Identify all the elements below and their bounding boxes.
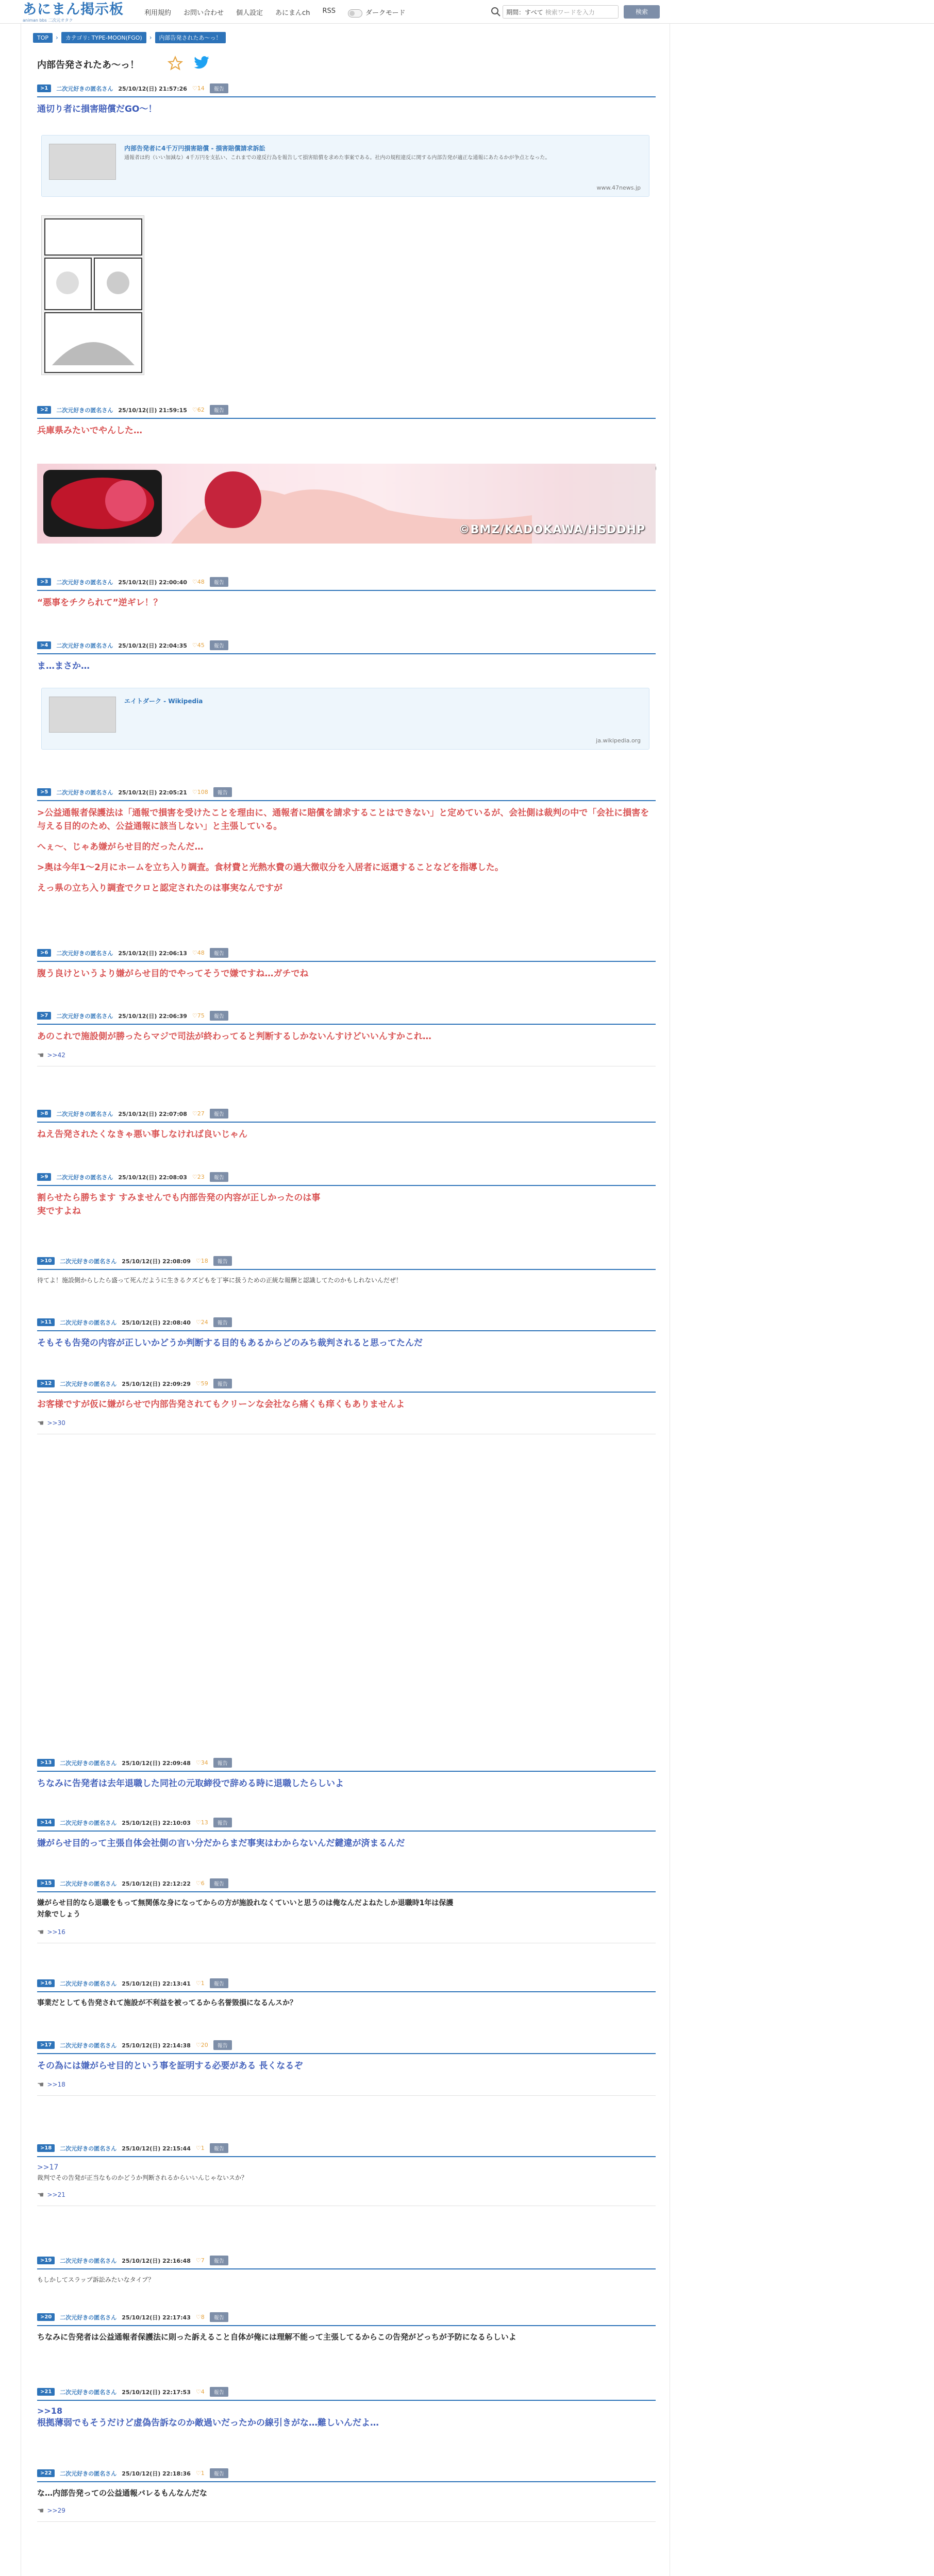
link-card-title: 内部告発者に4千万円損害賠償 - 損害賠償請求訴訟 [124, 145, 265, 152]
poster-name: 二次元好きの匿名さん [56, 1110, 113, 1117]
like-count: 1 [201, 2145, 205, 2151]
report-button[interactable]: 報告 [210, 1172, 228, 1182]
post-number[interactable]: >17 [37, 2041, 55, 2049]
post-number[interactable]: >19 [37, 2257, 55, 2264]
post-number[interactable]: >16 [37, 1979, 55, 1987]
like-button[interactable]: ♡20 [195, 2042, 208, 2048]
top-bar [0, 0, 934, 24]
logo-subtext: animan bbs 二次元オタク [23, 18, 73, 23]
post-7 [37, 1011, 656, 1066]
post-8 [37, 1109, 656, 1141]
like-button[interactable]: ♡75 [192, 1012, 205, 1019]
post-date: 25/10/12(日) 22:09:29 [122, 1380, 191, 1387]
like-count: 4 [201, 2388, 205, 2395]
report-button[interactable]: 報告 [213, 2040, 232, 2050]
breadcrumb-separator-icon: › [149, 34, 152, 41]
link-card-domain: ja.wikipedia.org [596, 737, 641, 744]
twitter-bird-icon[interactable] [193, 56, 210, 70]
post-header [37, 83, 656, 97]
reply-hand-icon: ☚ [37, 2190, 44, 2199]
report-button[interactable]: 報告 [210, 577, 228, 587]
poster-name: 二次元好きの匿名さん [60, 2145, 117, 2152]
poster-name: 二次元好きの匿名さん [56, 642, 113, 649]
post-date: 25/10/12(日) 22:17:43 [122, 2314, 191, 2321]
dark-mode-label: ダークモード [365, 9, 406, 17]
post-date: 25/10/12(日) 22:05:21 [118, 789, 187, 796]
post-date: 25/10/12(日) 22:18:36 [122, 2470, 191, 2477]
post-body: 嫌がらせ目的なら退職をもって無関係な身になってからの方が施設れなくていいと思うのは俺なんだよねたしか退職時1年は保護対象でしょう [37, 1899, 454, 1919]
divider [37, 2521, 656, 2522]
post-number[interactable]: >1 [37, 84, 51, 92]
toggle-switch-icon [348, 9, 362, 18]
post-header [37, 1978, 656, 1992]
search-input[interactable]: 検索ワードを入力 [545, 8, 595, 16]
post-number[interactable]: >9 [37, 1173, 51, 1181]
page-title: 内部告発されたあ〜っ！ [37, 60, 139, 71]
like-count: 59 [201, 1380, 208, 1387]
replies-row [37, 2190, 656, 2199]
reply-hand-icon: ☚ [37, 1050, 44, 1060]
post-6 [37, 948, 656, 980]
post-body: その為には嫌がらせ目的という事を証明する必要がある 長くなるぞ [37, 2061, 303, 2071]
reply-link[interactable]: >>21 [47, 2191, 65, 2198]
post-number[interactable]: >20 [37, 2313, 55, 2321]
poster-name: 二次元好きの匿名さん [60, 1319, 117, 1326]
like-count: 1 [201, 2470, 205, 2477]
post-number[interactable]: >6 [37, 949, 51, 957]
post-body: 通切り者に損害賠償だGO〜！ [37, 104, 157, 114]
post-header [37, 1379, 656, 1393]
post-header [37, 1818, 656, 1832]
reply-link[interactable]: >>29 [47, 2507, 65, 2514]
star-icon[interactable] [168, 56, 183, 71]
post-21 [37, 2387, 656, 2430]
like-button[interactable]: ♡34 [195, 1759, 208, 1766]
post-number[interactable]: >22 [37, 2469, 55, 2477]
report-button[interactable]: 報告 [210, 2468, 228, 2478]
like-count: 45 [197, 642, 205, 649]
post-16 [37, 1978, 656, 2009]
post-number[interactable]: >4 [37, 641, 51, 649]
banner-logo [43, 470, 162, 537]
post-number[interactable]: >7 [37, 1012, 51, 1020]
like-button[interactable]: ♡24 [195, 1319, 208, 1326]
like-button[interactable]: ♡108 [192, 789, 208, 795]
post-header [37, 1256, 656, 1270]
post-date: 25/10/12(日) 21:59:15 [118, 406, 187, 414]
poster-name: 二次元好きの匿名さん [60, 1759, 117, 1767]
post-number[interactable]: >5 [37, 788, 51, 796]
reply-hand-icon: ☚ [37, 2080, 44, 2089]
like-count: 75 [197, 1012, 205, 1019]
post-header [37, 2040, 656, 2054]
post-18 [37, 2143, 656, 2206]
breadcrumb [33, 32, 226, 43]
post-date: 25/10/12(日) 22:06:13 [118, 950, 187, 957]
like-count: 108 [197, 789, 208, 795]
report-button[interactable]: 報告 [210, 640, 228, 650]
post-header [37, 640, 656, 654]
replies-row [37, 2080, 656, 2089]
like-count: 7 [201, 2257, 205, 2264]
breadcrumb-top[interactable]: TOP [33, 33, 53, 43]
report-button[interactable]: 報告 [210, 1878, 228, 1888]
reply-hand-icon: ☚ [37, 1418, 44, 1428]
post-date: 25/10/12(日) 22:07:08 [118, 1110, 187, 1117]
post-body: 待てよ！施設側からしたら盛って死んだように生きるクズどもを丁寧に扱うための正統な報酬と認識してたのかもしれないんだぜ！ [37, 1277, 402, 1284]
poster-name: 二次元好きの匿名さん [56, 85, 113, 92]
post-number[interactable]: >14 [37, 1819, 55, 1826]
like-count: 48 [197, 950, 205, 956]
poster-name: 二次元好きの匿名さん [60, 2388, 117, 2396]
post-body: 割らせたら勝ちます すみませんでも内部告発の内容が正しかったのは事実ですよね [37, 1193, 321, 1216]
logo-text: あにまん掲示板 [23, 2, 124, 18]
like-count: 18 [201, 1258, 208, 1264]
post-body: ちなみに告発者は去年退職した同社の元取締役で辞める時に退職したらしいよ [37, 1778, 344, 1789]
banner-credit: ©BMZ/KADOKAWA/HSDDHP [458, 523, 645, 536]
like-count: 13 [201, 1819, 208, 1826]
post-body: 事業だとしても告発されて施設が不利益を被ってるから名誉毀損になるんスか？ [37, 1999, 297, 2007]
post-number[interactable]: >3 [37, 578, 51, 586]
like-count: 62 [197, 406, 205, 413]
like-button[interactable]: ♡6 [195, 1880, 205, 1887]
breadcrumb-category[interactable]: カテゴリ: TYPE-MOON(FGO) [61, 32, 146, 43]
report-button[interactable]: 報告 [210, 1109, 228, 1118]
post-date: 25/10/12(日) 22:08:09 [122, 1258, 191, 1265]
poster-name: 二次元好きの匿名さん [56, 579, 113, 586]
poster-name: 二次元好きの匿名さん [56, 1012, 113, 1020]
post-line: >公益通報者保護法は「通報で損害を受けたことを理由に、通報者に賠償を請求することはできない」と定めているが、会社側は裁判の中で「会社に損害を与える目的のため、公益通報に該当しない」と主張している。 [37, 808, 649, 832]
link-card-description: 通報者は約（いい加減な）4千万円を支払い、これまでの違反行為を報告して損害賠償を求めた事案である。社内の規程違反に関する内部告発が適正な通報にあたるかが争点となった。 [124, 155, 551, 161]
post-header [37, 1758, 656, 1772]
dark-mode-toggle[interactable] [348, 7, 405, 18]
poster-name: 二次元好きの匿名さん [60, 2470, 117, 2477]
like-button[interactable]: ♡59 [195, 1380, 208, 1387]
like-button[interactable]: ♡45 [192, 642, 205, 649]
manga-image[interactable] [41, 215, 144, 375]
post-14 [37, 1818, 656, 1850]
poster-name: 二次元好きの匿名さん [56, 789, 113, 796]
like-count: 23 [197, 1174, 205, 1180]
manga-panels-icon [42, 216, 145, 376]
poster-name: 二次元好きの匿名さん [60, 1380, 117, 1387]
post-header [37, 2256, 656, 2269]
like-button[interactable]: ♡8 [195, 2314, 205, 2320]
post-body: もしかしてスラップ訴訟みたいなタイプ？ [37, 2276, 155, 2283]
breadcrumb-current[interactable]: 内部告発されたあ〜っ！ [155, 32, 226, 43]
post-header [37, 405, 656, 419]
report-button[interactable]: 報告 [210, 2312, 228, 2322]
report-button[interactable]: 報告 [213, 1818, 232, 1827]
post-3 [37, 577, 656, 609]
post-date: 25/10/12(日) 22:15:44 [122, 2145, 191, 2152]
post-body: 裁判でその告発が正当なものかどうか判断されるからいいんじゃないスか？ [37, 2174, 248, 2181]
post-body: “悪事をチクられて”逆ギレ！？ [37, 598, 162, 608]
post-header [37, 948, 656, 962]
like-button[interactable]: ♡27 [192, 1110, 205, 1117]
report-button[interactable]: 報告 [210, 2143, 228, 2153]
post-number[interactable]: >18 [37, 2144, 55, 2152]
quote-link[interactable]: >>17 [37, 2163, 59, 2172]
like-count: 8 [201, 2314, 205, 2320]
site-logo[interactable] [23, 2, 131, 23]
post-date: 25/10/12(日) 22:04:35 [118, 642, 187, 649]
post-header [37, 2387, 656, 2401]
post-header [37, 2143, 656, 2157]
like-button[interactable]: ♡1 [195, 2470, 205, 2477]
post-4 [37, 640, 656, 673]
report-button[interactable]: 報告 [213, 787, 232, 797]
report-button[interactable]: 報告 [210, 1978, 228, 1988]
report-button[interactable]: 報告 [210, 83, 228, 93]
post-line: へぇ〜、じゃあ嫌がらせ目的だったんだ… [37, 842, 204, 852]
post-date: 25/10/12(日) 22:09:48 [122, 1759, 191, 1767]
post-body: お客様ですが仮に嫌がらせで内部告発されてもクリーンな会社なら痛くも痒くもありませんよ [37, 1399, 405, 1410]
like-count: 6 [201, 1880, 205, 1887]
reply-link[interactable]: >>16 [47, 1928, 65, 1936]
like-count: 20 [201, 2042, 208, 2048]
poster-name: 二次元好きの匿名さん [60, 1258, 117, 1265]
like-count: 24 [201, 1319, 208, 1326]
post-date: 25/10/12(日) 22:17:53 [122, 2388, 191, 2396]
post-body: ま…まさか… [37, 661, 90, 671]
post-date: 25/10/12(日) 22:08:03 [118, 1174, 187, 1181]
like-button[interactable]: ♡1 [195, 2145, 205, 2151]
poster-name: 二次元好きの匿名さん [60, 2314, 117, 2321]
post-number[interactable]: >8 [37, 1110, 51, 1117]
nav-settings[interactable]: 個人設定 [236, 9, 263, 17]
post-date: 25/10/12(日) 22:06:39 [118, 1012, 187, 1020]
divider [37, 2095, 656, 2096]
post-12 [37, 1379, 656, 1434]
link-card-news[interactable] [41, 135, 649, 197]
replies-row [37, 1050, 656, 1060]
banner-art-icon [43, 470, 162, 537]
search-icon [491, 7, 501, 17]
poster-name: 二次元好きの匿名さん [60, 1980, 117, 1987]
post-line: >奥は今年1〜2月にホームを立ち入り調査。食材費と光熱水費の過大徴収分を入居者に返還することなどを指導した。 [37, 862, 504, 873]
report-button[interactable]: 報告 [210, 1011, 228, 1021]
report-button[interactable]: 報告 [210, 948, 228, 958]
post-header [37, 1109, 656, 1123]
post-17 [37, 2040, 656, 2096]
post-13 [37, 1758, 656, 1790]
post-number[interactable]: >12 [37, 1380, 55, 1387]
replies-row [37, 1418, 656, 1428]
post-header [37, 787, 656, 801]
post-line: えっ県の立ち入り調査でクロと認定されたのは事実なんですが [37, 883, 282, 893]
post-10 [37, 1256, 656, 1285]
report-button[interactable]: 報告 [213, 1256, 232, 1266]
post-1 [37, 83, 656, 116]
post-number[interactable]: >11 [37, 1318, 55, 1326]
post-15 [37, 1878, 656, 1943]
post-number[interactable]: >15 [37, 1879, 55, 1887]
report-button[interactable]: 報告 [213, 1317, 232, 1327]
nav-rss[interactable]: RSS [322, 7, 336, 15]
poster-name: 二次元好きの匿名さん [60, 2257, 117, 2264]
post-header [37, 577, 656, 591]
quote-link[interactable]: >>18 [37, 2406, 63, 2416]
post-body: 嫌がらせ目的って主張自体会社側の言い分だからまだ事実はわからないんだ鍵違が済まるんだ [37, 1838, 405, 1849]
like-button[interactable]: ♡23 [192, 1174, 205, 1180]
reply-link[interactable]: >>18 [47, 2081, 65, 2088]
report-button[interactable]: 報告 [213, 1379, 232, 1388]
post-header [37, 1878, 656, 1892]
post-date: 25/10/12(日) 21:57:26 [118, 85, 187, 92]
link-card-domain: www.47news.jp [596, 184, 641, 191]
post-body: ちなみに告発者は公益通報者保護法に則った訴えること自体が俺には理解不能って主張してるからこの告発がどっちが予防になるらしいよ [37, 2332, 516, 2342]
nav-animanch[interactable]: あにまんch [275, 9, 310, 17]
post-22 [37, 2468, 656, 2522]
report-button[interactable]: 報告 [210, 2387, 228, 2397]
like-count: 48 [197, 579, 205, 585]
post-20 [37, 2312, 656, 2343]
like-button[interactable]: ♡13 [195, 1819, 208, 1826]
nav-terms[interactable]: 利用規約 [144, 9, 172, 17]
poster-name: 二次元好きの匿名さん [60, 1880, 117, 1887]
post-number[interactable]: >2 [37, 406, 51, 414]
poster-name: 二次元好きの匿名さん [60, 1819, 117, 1826]
post-date: 25/10/12(日) 22:16:48 [122, 2257, 191, 2264]
post-number[interactable]: >10 [37, 1257, 55, 1265]
post-date: 25/10/12(日) 22:13:41 [122, 1980, 191, 1987]
post-2 [37, 405, 656, 437]
post-date: 25/10/12(日) 22:00:40 [118, 579, 187, 586]
like-button[interactable]: ♡7 [195, 2257, 205, 2264]
search-box [503, 5, 619, 19]
post-number[interactable]: >21 [37, 2388, 55, 2396]
poster-name: 二次元好きの匿名さん [56, 950, 113, 957]
post-header [37, 1011, 656, 1025]
post-body: な…内部告発っての公益通報バレるもんなんだな [37, 2488, 208, 2498]
post-body: 腹う良けというより嫌がらせ目的でやってそうで嫌ですね…ガチでね [37, 969, 309, 979]
post-date: 25/10/12(日) 22:12:22 [122, 1880, 191, 1887]
post-5 [37, 787, 656, 895]
reply-link[interactable]: >>30 [47, 1419, 65, 1427]
search-range-select[interactable]: 期間：すべて [506, 8, 543, 16]
like-button[interactable]: ♡1 [195, 1980, 205, 1987]
like-button[interactable]: ♡4 [195, 2388, 205, 2395]
post-body: あのこれで施設側が勝ったらマジで司法が終わってると判断するしかないんすけどいいんすかこれ… [37, 1031, 431, 1042]
post-date: 25/10/12(日) 22:10:03 [122, 1819, 191, 1826]
report-button[interactable]: 報告 [213, 1758, 232, 1768]
poster-name: 二次元好きの匿名さん [60, 2042, 117, 2049]
like-button[interactable]: ♡14 [192, 85, 205, 92]
like-button[interactable]: ♡48 [192, 579, 205, 585]
header-nav [144, 7, 405, 18]
poster-name: 二次元好きの匿名さん [56, 406, 113, 414]
link-card-thumbnail [49, 144, 116, 180]
like-count: 14 [197, 85, 205, 92]
post-19 [37, 2256, 656, 2285]
post-date: 25/10/12(日) 22:08:40 [122, 1319, 191, 1326]
post-date: 25/10/12(日) 22:14:38 [122, 2042, 191, 2049]
report-button[interactable]: 報告 [210, 405, 228, 415]
breadcrumb-separator-icon: › [56, 34, 58, 41]
reply-hand-icon: ☚ [37, 1927, 44, 1937]
replies-row [37, 1927, 656, 1937]
like-button[interactable]: ♡62 [192, 406, 205, 413]
post-body: そもそも告発の内容が正しいかどうか判断する目的もあるからどのみち裁判されると思ってたんだ [37, 1338, 423, 1348]
report-button[interactable]: 報告 [210, 2256, 228, 2265]
post-header [37, 1317, 656, 1331]
like-button[interactable]: ♡48 [192, 950, 205, 956]
post-header [37, 2468, 656, 2482]
replies-row [37, 2506, 656, 2515]
search-button[interactable]: 検索 [624, 5, 660, 19]
post-header [37, 2312, 656, 2326]
post-number[interactable]: >13 [37, 1759, 55, 1767]
link-card-thumbnail [49, 697, 116, 733]
link-card-title: エイトダーク - Wikipedia [124, 698, 203, 705]
post-header [37, 1172, 656, 1186]
like-count: 27 [197, 1110, 205, 1117]
post-9 [37, 1172, 656, 1218]
like-count: 1 [201, 1980, 205, 1987]
post-body: ねえ告発されたくなきゃ悪い事しなければ良いじゃん [37, 1129, 247, 1140]
reply-link[interactable]: >>42 [47, 1052, 65, 1059]
reply-hand-icon: ☚ [37, 2506, 44, 2515]
like-button[interactable]: ♡18 [195, 1258, 208, 1264]
link-card-wiki[interactable] [41, 688, 649, 750]
post-body: 兵庫県みたいでやんした… [37, 426, 142, 436]
poster-name: 二次元好きの匿名さん [56, 1174, 113, 1181]
advertisement-banner[interactable] [37, 464, 656, 544]
nav-contact[interactable]: お問い合わせ [184, 9, 224, 17]
post-body: 根拠薄弱でもそうだけど虚偽告訴なのか敵過いだったかの線引きがな…難しいんだよ… [37, 2418, 379, 2428]
post-11 [37, 1317, 656, 1350]
like-count: 34 [201, 1759, 208, 1766]
